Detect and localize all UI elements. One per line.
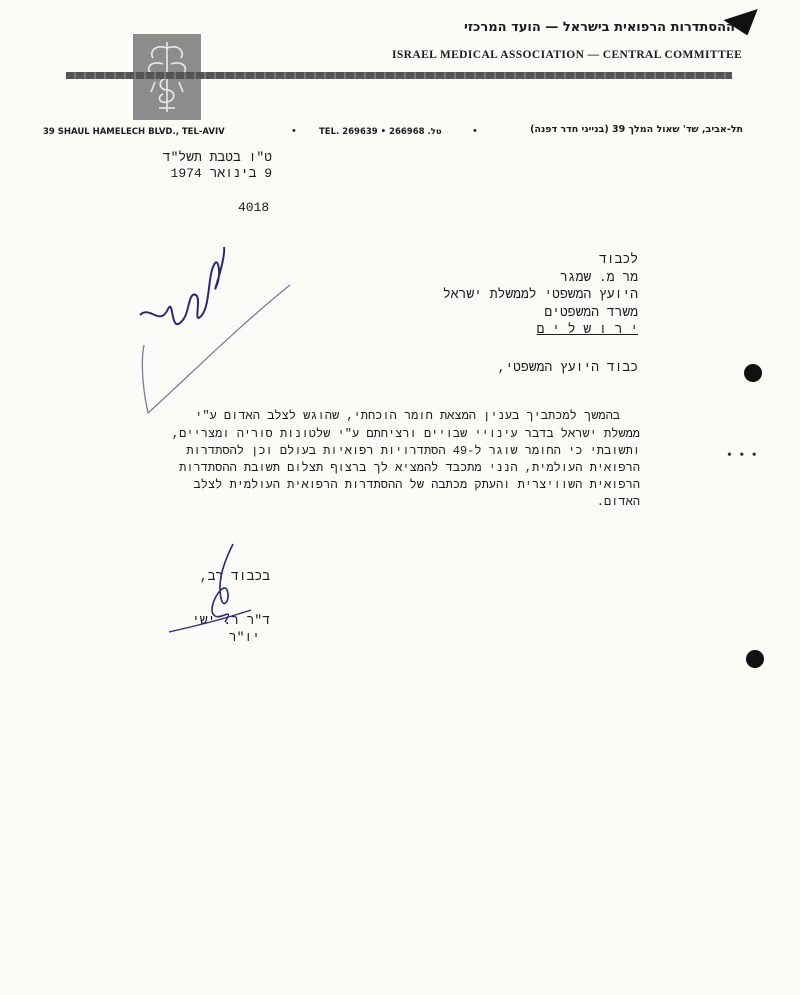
address-english: 39 SHAUL HAMELECH BLVD., TEL-AVIV: [43, 127, 225, 137]
salutation: כבוד היועץ המשפטי,: [497, 360, 638, 375]
telephone-numbers: TEL. 269639 • 266968 .טל: [319, 127, 442, 137]
address-hebrew: תל-אביב, שד' שאול המלך 39 (בנייני חדר דפנה): [530, 124, 743, 135]
recipient-line-2: מר מ. שמגר: [559, 270, 638, 285]
handwritten-signature: [165, 540, 255, 640]
binder-hole: [744, 364, 762, 382]
signatory-name: ד"ר ר. ישי: [191, 613, 270, 628]
signatory-title: יו"ר: [228, 630, 260, 645]
recipient-line-1: לכבוד: [598, 252, 638, 267]
org-name-english: ISRAEL MEDICAL ASSOCIATION — CENTRAL COMMITTEE: [392, 49, 743, 61]
binder-hole: [746, 650, 764, 668]
recipient-line-5: י ר ו ש ל י ם: [536, 322, 638, 337]
reference-number: 4018: [238, 200, 270, 215]
org-name-hebrew: ההסתדרות הרפואית בישראל — הועד המרכזי: [464, 20, 735, 35]
body-line-2: ממשלת ישראל בדבר עינויי שבויים ורציחתם ע"י שלטונות סוריה ומצריים,: [171, 427, 640, 441]
body-line-1: בהמשך למכתביך בענין המצאת חומר הוכחתי, שהוגש לצלב האדום ע"י: [195, 409, 620, 423]
ellipsis-mark: • • •: [727, 448, 759, 463]
date-gregorian: 9 בינואר 1974: [170, 166, 272, 181]
separator-dot: •: [473, 125, 477, 137]
recipient-line-3: היועץ המשפטי לממשלת ישראל: [442, 287, 638, 302]
recipient-line-4: משרד המשפטים: [544, 305, 638, 320]
handwritten-annotation: [130, 235, 300, 425]
letterhead-rule: [66, 72, 732, 79]
separator-dot: •: [292, 125, 296, 137]
date-hebrew: ט"ו בטבת תשל"ד: [162, 150, 272, 165]
body-line-3: ותשובתי כי החומר שוגר ל-49 הסתדרויות רפואיות בעולם וכן להסתדרות: [186, 444, 640, 458]
body-line-6: האדום.: [596, 495, 640, 509]
closing: בכבוד רב,: [199, 569, 270, 584]
body-line-5: הרפואית השוויצרית והעתק מכתבה של ההסתדרות הרפואית העולמית לצלב: [193, 478, 640, 492]
body-line-4: הרפואית העולמית, הנני מתכבד להמציא לך ברצוף תצלום תשובת ההסתדרות: [179, 461, 640, 475]
